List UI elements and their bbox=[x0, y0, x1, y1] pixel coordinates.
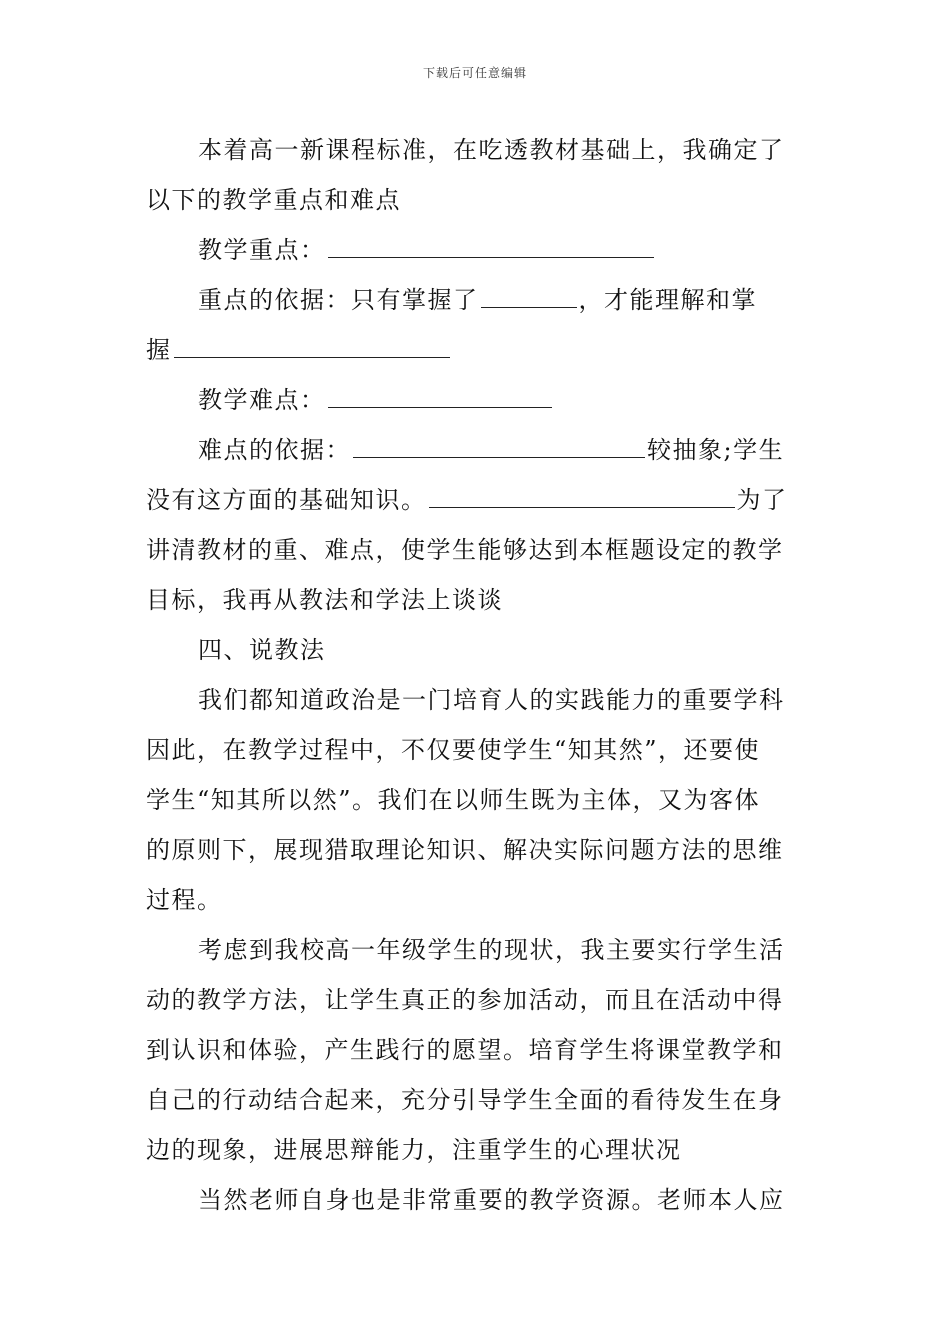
text-line: 学生“知其所以然”。我们在以师生既为主体，又为客体 bbox=[146, 786, 761, 814]
text-line: 本着高一新课程标准，在吃透教材基础上，我确定了 bbox=[198, 136, 785, 164]
text-line: 到认识和体验，产生践行的愿望。培育学生将课堂教学和 bbox=[146, 1036, 784, 1064]
fill-blank bbox=[429, 485, 735, 508]
fill-blank bbox=[328, 385, 552, 408]
text-line: 考虑到我校高一年级学生的现状，我主要实行学生活 bbox=[198, 936, 785, 964]
text-line: 目标，我再从教法和学法上谈谈 bbox=[146, 586, 503, 614]
text-line: 过程。 bbox=[146, 886, 223, 914]
text-line bbox=[198, 234, 656, 266]
text-line: 我们都知道政治是一门培育人的实践能力的重要学科 bbox=[198, 686, 785, 714]
text-segment: 较抽象;学生 bbox=[647, 436, 785, 464]
fill-blank bbox=[174, 335, 450, 358]
text-line: 因此，在教学过程中，不仅要使学生“知其然”，还要使 bbox=[146, 736, 761, 764]
text-line bbox=[198, 434, 784, 466]
fill-blank bbox=[353, 435, 645, 458]
text-line: 的原则下，展现猎取理论知识、解决实际问题方法的思维 bbox=[146, 836, 784, 864]
label-difficult-point: 教学难点： bbox=[198, 386, 326, 414]
text-line: 当然老师自身也是非常重要的教学资源。老师本人应 bbox=[198, 1186, 785, 1214]
text-segment: ，才能理解和掌 bbox=[578, 286, 757, 314]
text-line bbox=[146, 484, 788, 516]
text-line: 讲清教材的重、难点，使学生能够达到本框题设定的教学 bbox=[146, 536, 784, 564]
section-heading: 四、说教法 bbox=[198, 636, 326, 664]
text-line bbox=[146, 334, 452, 366]
text-segment: 重点的依据：只有掌握了 bbox=[198, 286, 479, 314]
label-key-point: 教学重点： bbox=[198, 236, 326, 264]
text-line: 自己的行动结合起来，充分引导学生全面的看待发生在身 bbox=[146, 1086, 784, 1114]
header-note: 下载后可任意编辑 bbox=[422, 66, 527, 80]
text-line bbox=[198, 284, 757, 316]
text-line: 动的教学方法，让学生真正的参加活动，而且在活动中得 bbox=[146, 986, 784, 1014]
text-line: 以下的教学重点和难点 bbox=[146, 186, 401, 214]
text-segment: 为了 bbox=[736, 486, 788, 514]
text-segment: 没有这方面的基础知识。 bbox=[146, 486, 427, 514]
text-segment: 握 bbox=[146, 336, 172, 364]
fill-blank bbox=[328, 235, 654, 258]
text-line: 边的现象，进展思辩能力，注重学生的心理状况 bbox=[146, 1136, 682, 1164]
text-segment: 难点的依据： bbox=[198, 436, 351, 464]
text-line bbox=[198, 384, 554, 416]
fill-blank bbox=[481, 285, 577, 308]
